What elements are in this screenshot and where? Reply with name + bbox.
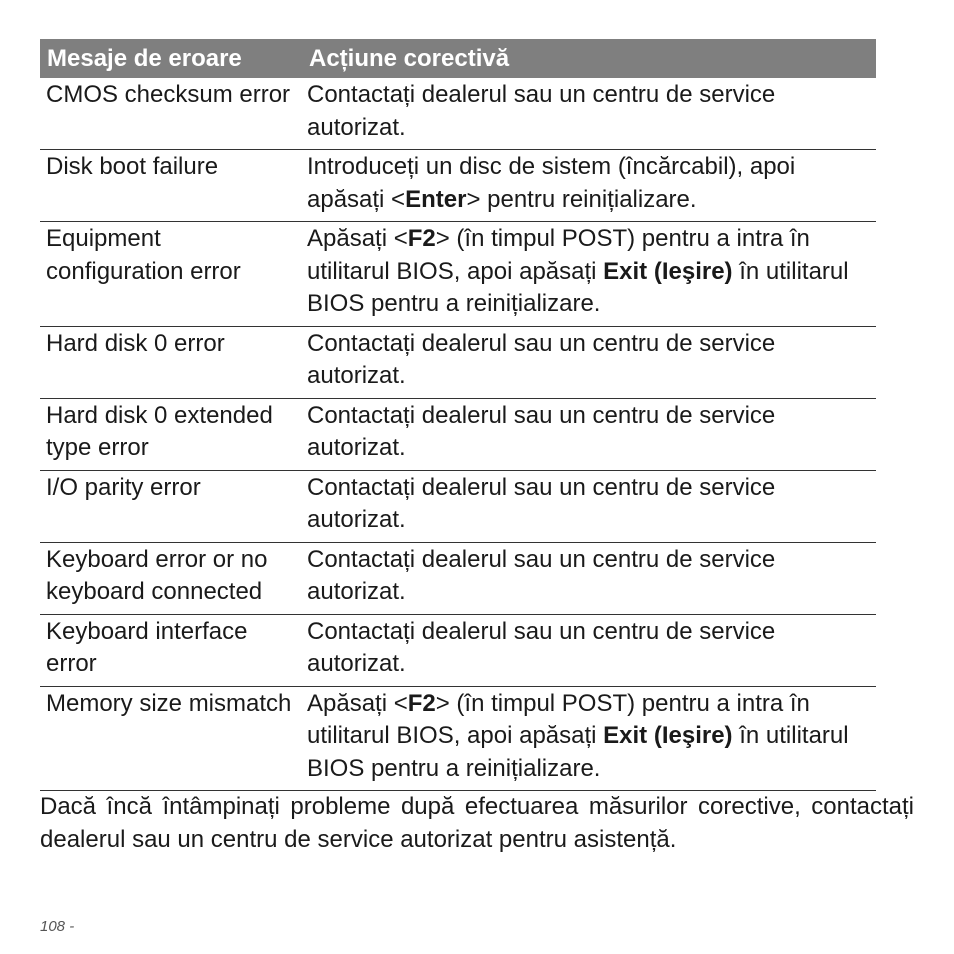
action-text: Apăsați < [307,225,408,252]
action-emphasis: Exit (Ieşire) [603,257,733,285]
error-message-cell: CMOS checksum error [40,78,302,150]
error-message-cell: Keyboard error or no keyboard connected [40,542,302,614]
action-text: în utilitarul BIOS pentru a reinițializare. [307,722,849,782]
error-message-cell: Disk boot failure [40,150,302,222]
table-body [40,78,876,791]
corrective-action-cell [302,470,876,542]
error-message-cell: Keyboard interface error [40,614,302,686]
table-row [40,614,876,686]
error-message-cell: Hard disk 0 error [40,326,302,398]
corrective-action-cell [302,398,876,470]
error-message-cell: Memory size mismatch [40,686,302,791]
action-text: Contactați dealerul sau un centru de service autorizat. [307,329,776,389]
error-message-cell: I/O parity error [40,470,302,542]
action-emphasis: Exit (Ieşire) [603,722,733,749]
table-row [40,150,876,222]
corrective-action-cell [302,222,876,327]
action-text: Contactați dealerul sau un centru de service autorizat. [307,401,776,461]
table-row [40,78,876,150]
table-row [40,470,876,542]
action-emphasis: F2 [407,225,436,252]
table-row [40,542,876,614]
action-text: Contactați dealerul sau un centru de service autorizat. [307,617,776,677]
header-corrective-action: Acțiune corectivă [302,39,876,78]
header-error-messages: Mesaje de eroare [40,39,302,78]
table-row [40,222,876,327]
action-emphasis: F2 [407,689,436,717]
corrective-action-cell [302,150,876,222]
action-text: Introduceți un disc de sistem (încărcabil), apoi apăsați < [307,153,796,213]
corrective-action-cell [302,542,876,614]
action-text: în utilitarul BIOS pentru a reinițializare. [307,257,849,317]
action-text: Contactați dealerul sau un centru de service autorizat. [307,545,776,605]
table-row [40,686,876,791]
table-row [40,398,876,470]
action-text: Contactați dealerul sau un centru de service autorizat. [307,473,776,533]
action-text: > (în timpul POST) pentru a intra în utilitarul BIOS, apoi apăsați [307,689,810,749]
action-text: > pentru reinițializare. [466,185,697,213]
corrective-action-cell [302,78,876,150]
table-header [40,39,876,78]
error-message-cell: Hard disk 0 extended type error [40,398,302,470]
action-text: Contactați dealerul sau un centru de service autorizat. [307,81,776,141]
error-messages-table [40,39,876,791]
error-message-cell: Equipment configuration error [40,222,302,327]
action-emphasis: Enter [405,185,467,213]
footer-note: Dacă încă întâmpinați probleme după efectuarea măsurilor corective, contactați dealerul sau un centru de service autorizat pentru asistență. [40,793,914,853]
page-number: 108 - [40,918,75,935]
corrective-action-cell [302,686,876,791]
table-row [40,326,876,398]
action-text: Apăsați < [307,689,408,717]
corrective-action-cell [302,326,876,398]
corrective-action-cell [302,614,876,686]
action-text: > (în timpul POST) pentru a intra în utilitarul BIOS, apoi apăsați [307,225,810,285]
header-row [40,39,876,78]
